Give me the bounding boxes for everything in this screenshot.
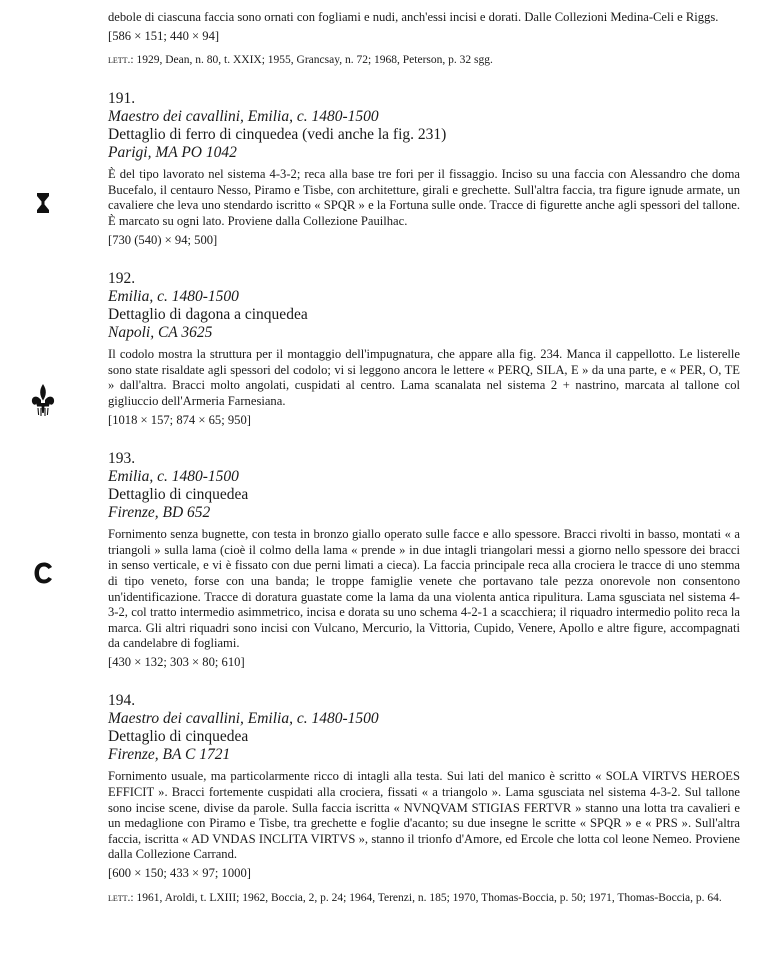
entry-dimensions: [1018 × 157; 874 × 65; 950] xyxy=(108,412,251,427)
entry-title: Dettaglio di cinquedea xyxy=(108,728,249,746)
entry-location: Parigi, MA PO 1042 xyxy=(108,144,237,162)
entry-number: 194. xyxy=(108,692,136,710)
entry-190-tail xyxy=(108,10,740,68)
entry-dimensions: [430 × 132; 303 × 80; 610] xyxy=(108,654,245,669)
entry-attribution: Emilia, c. 1480-1500 xyxy=(108,288,239,306)
bibliography-label: lett.: xyxy=(108,891,134,904)
entry-192 xyxy=(108,270,740,428)
entry-title: Dettaglio di dagona a cinquedea xyxy=(108,306,308,324)
entry-location: Napoli, CA 3625 xyxy=(108,324,213,342)
entry-193 xyxy=(108,450,740,670)
entry-text: Fornimento usuale, ma particolarmente ricco di intagli alla testa. Sui lati del manico è scritto « SOLA VIRTVS HEROES EFFICIT ». Bracci fortemente cuspidati alla crociera, fissati « a triangolo ». Lama sgusciata nel sistema 4-3-2. Sul tallone sono incise scene, divise da parole. Sulla faccia iscritta « NVNQVAM STIGIAS FERTVR » stanno una lotta tra cavalieri e un medaglione con Piramo e Tisbe, tra grechette e foglie d'acanto; su due insegne le scritte « SPQR » e « PRS ». Sull'altra faccia, iscritta « AD VNDAS INCLITA VIRTVS », stanno il trionfo d'Amore, ed Ercole che lotta col leone Nemeo. Proviene dalla Collezione Carrand. xyxy=(108,769,740,862)
hourglass-mark-icon xyxy=(36,192,50,214)
entry-location: Firenze, BA C 1721 xyxy=(108,746,231,764)
bibliography xyxy=(108,891,740,906)
entry-attribution: Maestro dei cavallini, Emilia, c. 1480-1500 xyxy=(108,108,379,126)
entry-number: 193. xyxy=(108,450,136,468)
entry-number: 191. xyxy=(108,90,136,108)
bibliography xyxy=(108,53,740,68)
entry-dimensions: [600 × 150; 433 × 97; 1000] xyxy=(108,866,251,881)
page-content xyxy=(108,10,740,906)
entry-dimensions: [586 × 151; 440 × 94] xyxy=(108,28,220,43)
entry-number: 192. xyxy=(108,270,136,288)
c-letter-mark-icon xyxy=(33,561,55,585)
entry-dimensions: [730 (540) × 94; 500] xyxy=(108,232,218,247)
bibliography-text: 1929, Dean, n. 80, t. XXIX; 1955, Grancsay, n. 72; 1968, Peterson, p. 32 sgg. xyxy=(133,54,493,67)
entry-attribution: Maestro dei cavallini, Emilia, c. 1480-1500 xyxy=(108,710,379,728)
entry-191 xyxy=(108,90,740,248)
entry-text: debole di ciascuna faccia sono ornati con fogliami e nudi, anch'essi incisi e dorati. Dalle Collezioni Medina-Celi e Riggs. xyxy=(108,10,719,24)
entry-text: Il codolo mostra la struttura per il montaggio dell'impugnatura, che appare alla fig. 234. Manca il cappellotto. Le listerelle sono state risaldate agli spessori del codolo; vi si leggono ancora le lettere « PERQ, SILA, E » da una parte, e « PER, O, TE » dall'altra. Bracci molto angolati, cuspidati al centro. Lama scanalata nel sistema 2 + nastrino, marcata al tallone col gigliuccio dell'Armeria Farnesiana. xyxy=(108,347,740,408)
entry-title: Dettaglio di ferro di cinquedea (vedi anche la fig. 231) xyxy=(108,126,447,144)
entry-attribution: Emilia, c. 1480-1500 xyxy=(108,468,239,486)
entry-location: Firenze, BD 652 xyxy=(108,504,211,522)
entry-text: È del tipo lavorato nel sistema 4-3-2; reca alla base tre fori per il fissaggio. Inciso su una faccia con Alessandro che doma Bucefalo, il centauro Nesso, Piramo e Tisbe, con architetture, girali e grechette. Sull'altra faccia, tra figure ignude armate, un cavaliere che leva uno stendardo iscritto « SPQR » e la Fortuna sulle onde. Tracce di figurette anche agli spessori del tallone. È marcato su ogni lato. Proviene dalla Collezione Pauilhac. xyxy=(108,167,740,228)
bibliography-label: lett.: xyxy=(108,54,134,67)
entry-text: Fornimento senza bugnette, con testa in bronzo giallo operato sulle facce e allo spessore. Bracci rivolti in basso, montati « a triangoli » sulla lama (cioè il colmo della lama « prende » in due intagli triangolari messi a giorno nello spessore dei bracci in senso verticale, e vi è fissato con due perni limati a cieca). La faccia principale reca alla crociera le tracce di uno stemma di tipo veneto, forse con una banda; le troppe famiglie venete che portavano tale pezza onorevole non consentono un'identificazione. Tracce di doratura guastate come la lama da una violenta antica ripulitura. Lama sgusciata nel sistema 4-3-2, col tratto intermedio asimmetrico, incisa e dorata su uno schema 4-2-1 a scacchiera; il riquadro intermedio polito reca la marca. Gli altri riquadri sono incisi con Vulcano, Mercurio, la Vittoria, Cupido, Venere, Apollo e altre figure, accompagnati da candelabre di fogliami. xyxy=(108,527,740,651)
fleur-de-lis-mark-icon xyxy=(30,383,56,419)
bibliography-text: 1961, Aroldi, t. LXIII; 1962, Boccia, 2, p. 24; 1964, Terenzi, n. 185; 1970, Thomas-Boccia, p. 50; 1971, Thomas-Boccia, p. 64. xyxy=(133,891,722,904)
entry-194 xyxy=(108,692,740,905)
entry-title: Dettaglio di cinquedea xyxy=(108,486,249,504)
